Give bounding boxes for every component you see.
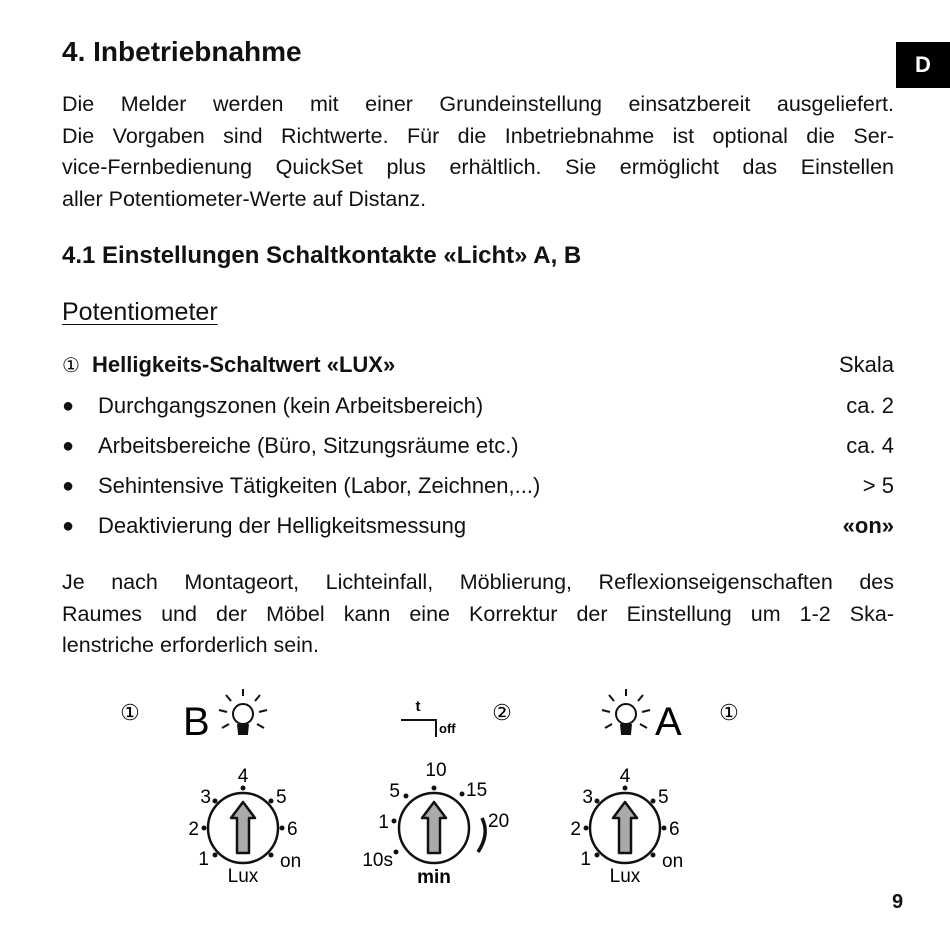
scale-label: on [662, 851, 684, 872]
table-row [62, 431, 894, 461]
contact-letter-b: B [183, 700, 210, 744]
time-dial [362, 760, 509, 888]
scale-label: 5 [389, 781, 400, 802]
scale-label: 3 [582, 787, 593, 808]
circled-two-marker: ② [492, 700, 512, 725]
table-row [62, 391, 894, 421]
table-header-label: Helligkeits-Schaltwert «LUX» [92, 352, 396, 377]
svg-text:off: off [439, 721, 456, 736]
row-label: Durchgangszonen (kein Arbeitsbereich) [98, 393, 484, 418]
bullet-icon: ● [62, 514, 75, 537]
circled-one-marker: ① [62, 354, 80, 377]
intro-line: aller Potentiometer-Werte auf Distanz. [62, 186, 427, 211]
table-header-row [62, 350, 894, 380]
table-row [62, 471, 894, 501]
scale-label: 5 [658, 787, 669, 808]
intro-line: Die Melder werden mit einer Grundeinstellung einsatzbereit ausgeliefert. [62, 92, 894, 116]
lux-dial-a [570, 766, 683, 887]
intro-paragraph [62, 89, 894, 215]
row-label: Sehintensive Tätigkeiten (Labor, Zeichnen,...) [98, 473, 541, 498]
scale-label: 4 [237, 766, 249, 787]
scale-label: 15 [466, 780, 488, 801]
potentiometer-diagram [0, 670, 950, 895]
potentiometer-subheading: Potentiometer [62, 298, 218, 326]
page-title: 4. Inbetriebnahme [62, 36, 302, 67]
note-line: Raumes und der Möbel kann eine Korrektur der Einstellung um 1-2 Ska- [62, 601, 894, 626]
scale-label: 4 [619, 766, 631, 787]
scale-label: 2 [570, 819, 581, 840]
lightbulb-icon [602, 689, 650, 734]
intro-line: vice-Fernbedienung QuickSet plus erhältlich. Sie ermöglicht das Einstellen [62, 155, 894, 179]
scale-label: 10s [362, 850, 393, 871]
time-off-symbol [401, 698, 456, 737]
scale-label: 6 [669, 819, 680, 840]
scale-label: 2 [188, 819, 199, 840]
scale-label: 10 [425, 760, 447, 781]
scale-label: 6 [287, 819, 298, 840]
row-value: «on» [842, 513, 894, 538]
circled-one-marker: ① [120, 700, 140, 725]
scale-label: on [280, 851, 302, 872]
scale-label: 20 [488, 811, 510, 832]
contact-letter-a: A [655, 700, 682, 744]
note-paragraph [62, 567, 894, 662]
bullet-icon: ● [62, 434, 75, 457]
row-label: Arbeitsbereiche (Büro, Sitzungsräume etc.) [98, 433, 519, 458]
note-line: lenstriche erforderlich sein. [62, 633, 319, 657]
scale-label: 1 [198, 849, 209, 870]
row-value: > 5 [862, 473, 894, 498]
scale-label: 5 [276, 787, 287, 808]
table-header-value: Skala [838, 352, 894, 377]
scale-label: 1 [378, 812, 389, 833]
unit-label: Lux [609, 866, 641, 887]
svg-text:t: t [415, 698, 421, 715]
unit-label: min [417, 867, 451, 888]
note-line: Je nach Montageort, Lichteinfall, Möblierung, Reflexionseigenschaften des [62, 570, 894, 594]
page-number: 9 [892, 891, 904, 913]
scale-label: 3 [200, 787, 211, 808]
table-row [62, 511, 894, 541]
lightbulb-icon [219, 689, 267, 734]
row-label: Deaktivierung der Helligkeitsmessung [98, 513, 467, 538]
unit-label: Lux [227, 866, 259, 887]
row-value: ca. 2 [846, 393, 894, 418]
lux-dial-b [188, 766, 301, 887]
row-value: ca. 4 [846, 433, 894, 458]
scale-label: 1 [580, 849, 591, 870]
language-tab: D [896, 42, 950, 88]
section-heading: 4.1 Einstellungen Schaltkontakte «Licht» A, B [62, 242, 582, 269]
circled-one-marker: ① [719, 700, 739, 725]
intro-line: Die Vorgaben sind Richtwerte. Für die Inbetriebnahme ist optional die Ser- [62, 123, 894, 148]
bullet-icon: ● [62, 394, 75, 417]
bullet-icon: ● [62, 474, 75, 497]
